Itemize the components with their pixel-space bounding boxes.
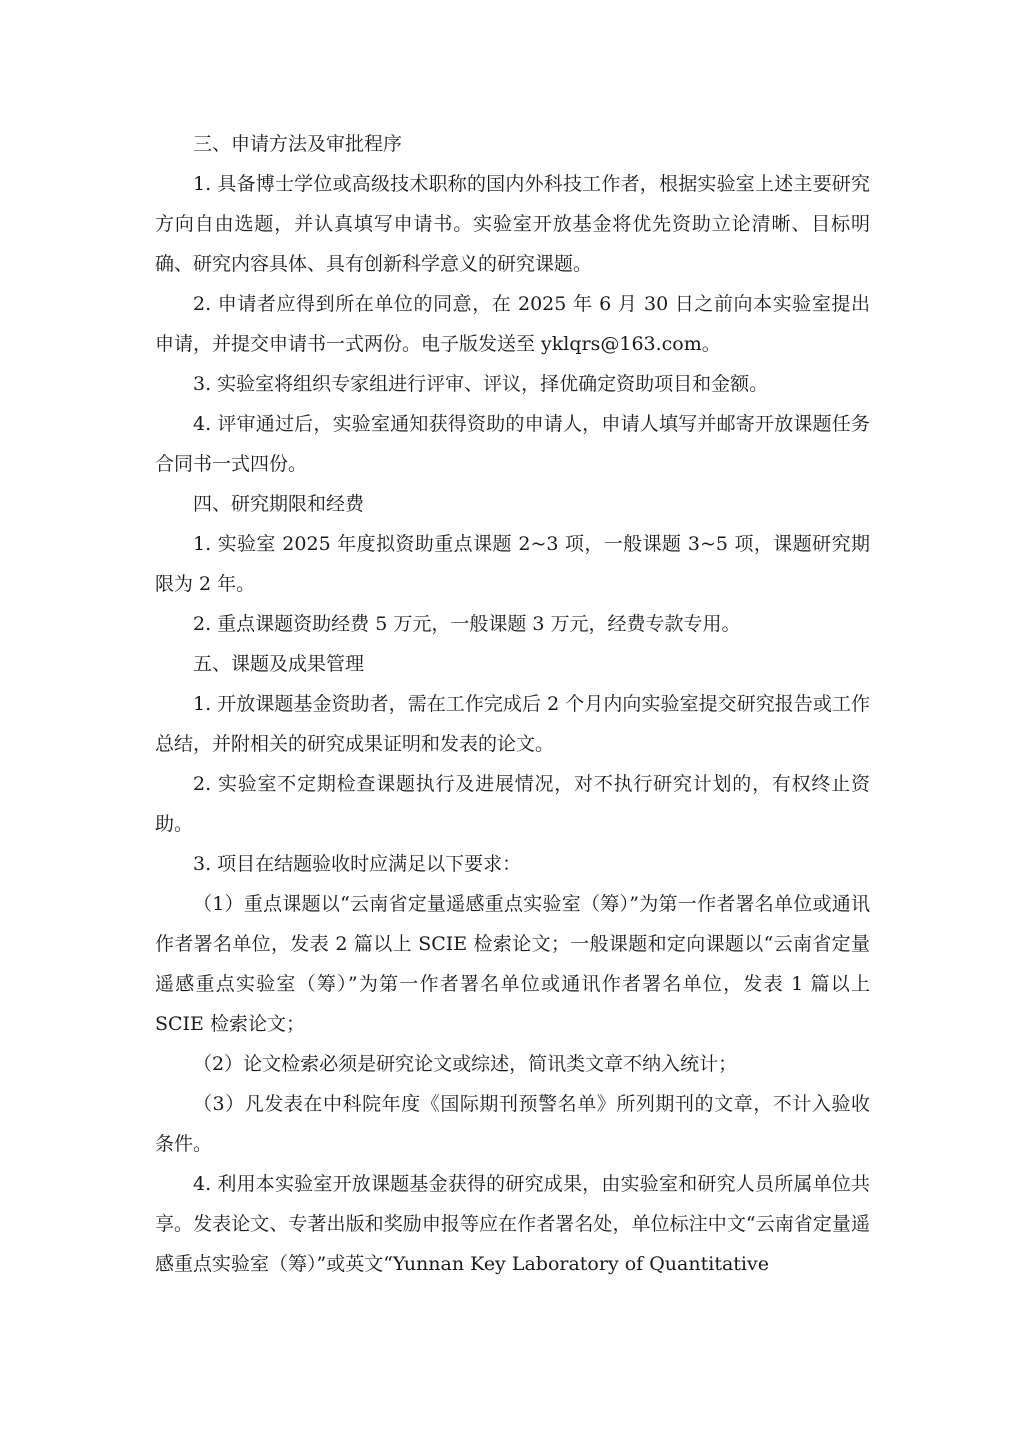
paragraph-application-2: 2. 申请者应得到所在单位的同意，在 2025 年 6 月 30 日之前向本实验室提出申请，并提交申请书一式两份。电子版发送至 yklqrs@163.com。 bbox=[155, 293, 870, 355]
paragraph-management-2: 2. 实验室不定期检查课题执行及进展情况，对不执行研究计划的，有权终止资助。 bbox=[155, 773, 870, 835]
section-heading-application: 三、申请方法及审批程序 bbox=[193, 133, 403, 155]
paragraph-management-3: 3. 项目在结题验收时应满足以下要求： bbox=[193, 853, 522, 875]
requirement-item-1: （1）重点课题以“云南省定量遥感重点实验室（筹）”为第一作者署名单位或通讯作者署名单位，发表 2 篇以上 SCIE 检索论文；一般课题和定向课题以“云南省定量遥感重点实验室（筹）”为第一作者署名单位或通讯作者署名单位，发表 1 篇以上 SCIE 检索论文； bbox=[155, 893, 870, 1035]
requirement-item-2: （2）论文检索必须是研究论文或综述，简讯类文章不纳入统计； bbox=[193, 1053, 738, 1075]
paragraph-application-3: 3. 实验室将组织专家组进行评审、评议，择优确定资助项目和金额。 bbox=[193, 373, 769, 395]
section-heading-management: 五、课题及成果管理 bbox=[193, 653, 365, 675]
paragraph-application-1: 1. 具备博士学位或高级技术职称的国内外科技工作者，根据实验室上述主要研究方向自由选题，并认真填写申请书。实验室开放基金将优先资助立论清晰、目标明确、研究内容具体、具有创新科学意义的研究课题。 bbox=[155, 173, 870, 275]
section-heading-period-funding: 四、研究期限和经费 bbox=[193, 493, 365, 515]
paragraph-funding-2: 2. 重点课题资助经费 5 万元，一般课题 3 万元，经费专款专用。 bbox=[193, 613, 741, 635]
paragraph-funding-1: 1. 实验室 2025 年度拟资助重点课题 2~3 项，一般课题 3~5 项，课题研究期限为 2 年。 bbox=[155, 533, 870, 595]
paragraph-management-1: 1. 开放课题基金资助者，需在工作完成后 2 个月内向实验室提交研究报告或工作总结，并附相关的研究成果证明和发表的论文。 bbox=[155, 693, 870, 755]
paragraph-management-4: 4. 利用本实验室开放课题基金获得的研究成果，由实验室和研究人员所属单位共享。发表论文、专著出版和奖励申报等应在作者署名处，单位标注中文“云南省定量遥感重点实验室（筹）”或英文“Yunnan Key Laboratory of Quantitative bbox=[155, 1173, 870, 1275]
document-body bbox=[155, 124, 870, 1284]
paragraph-application-4: 4. 评审通过后，实验室通知获得资助的申请人，申请人填写并邮寄开放课题任务合同书一式四份。 bbox=[155, 413, 870, 475]
requirement-item-3: （3）凡发表在中科院年度《国际期刊预警名单》所列期刊的文章，不计入验收条件。 bbox=[155, 1093, 870, 1155]
